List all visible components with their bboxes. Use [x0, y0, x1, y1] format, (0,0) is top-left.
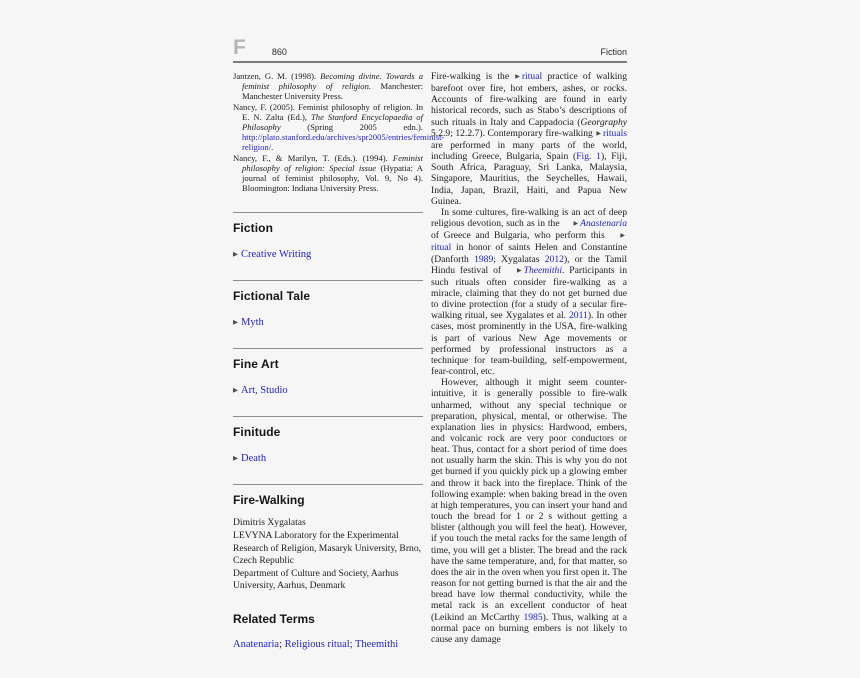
text-segment: Nancy, F., & Marilyn, T. (Eds.). (1994).	[233, 152, 393, 163]
inline-link[interactable]: 1985	[523, 611, 543, 623]
inline-link[interactable]: Death	[241, 453, 267, 465]
link-marker-icon: ▶	[515, 73, 520, 80]
link-marker-icon: ▶	[596, 129, 602, 137]
inline-link[interactable]: 2011	[568, 310, 588, 322]
section-rule	[233, 416, 423, 417]
body-paragraph	[431, 377, 627, 645]
reference-entry	[233, 101, 445, 153]
section-rule	[233, 484, 423, 485]
section-rule	[233, 212, 423, 213]
section-link-line	[233, 385, 423, 396]
link-marker-icon: ▶	[233, 250, 238, 259]
affiliation: Department of Culture and Society, Aarhus University, Aarhus, Denmark	[233, 567, 399, 592]
section-heading: Fictional Tale	[233, 289, 311, 304]
text-segment: practice of walking barefoot over fire, hot embers, ashes, or rocks. Accounts of fire-walking are found in early historical records, such as Stabo’s descriptions of such rituals in Italy and Cappadocia (	[431, 71, 628, 128]
two-column-layout	[233, 71, 627, 650]
section-rule	[233, 280, 423, 281]
page-number: 860	[271, 47, 287, 57]
inline-link[interactable]: Creative Writing	[241, 249, 312, 261]
text-segment: In some cultures, fire-walking is an act of deep religious devotion, such as in the	[431, 206, 627, 230]
section-letter: F	[233, 36, 246, 59]
topic-sections	[233, 212, 423, 464]
affiliations	[233, 530, 423, 593]
section-heading: Fine Art	[233, 357, 279, 372]
text-segment: . Participants in such rituals often consider fire-walking as a miracle, claiming that they do not get burned due to divine protection (for a study of a secular fire-walking ritual, see Xygalates et al.	[431, 264, 627, 322]
text-segment: ). In other cases, most prominently in the USA, fire-walking is part of various New Age movements or performed by professional instructors as a technique for team-building, self-empowerment, fear-control, etc.	[431, 310, 627, 378]
text-segment: Fire-walking is the	[431, 71, 515, 82]
text-segment: Jantzen, G. M. (1998).	[233, 71, 321, 81]
page-header	[233, 36, 627, 58]
inline-link[interactable]: Anatenaria	[233, 639, 280, 650]
text-segment: ;	[279, 639, 285, 650]
text-segment: Feminist philosophy of religion: Special issue	[242, 152, 423, 173]
text-segment: of Greece and Bulgaria, who perform this	[431, 230, 610, 242]
inline-link[interactable]: Art, Studio	[241, 385, 288, 397]
reference-entry	[233, 153, 423, 194]
text-segment: ), or the Tamil Hindu festival of	[431, 253, 627, 276]
section-link-line	[233, 249, 423, 260]
left-column	[233, 71, 445, 650]
link-marker-icon: ▶	[233, 386, 238, 395]
section-link-line	[233, 317, 423, 328]
article-title: Fire-Walking	[233, 493, 305, 508]
section-link-line	[233, 453, 423, 464]
text-segment: ). Thus, walking at a normal pace on burning embers is not likely to cause any damage	[431, 611, 627, 645]
text-segment: 5.2.9; 12.2.7). Contemporary fire-walking	[431, 127, 596, 139]
text-segment: Becoming divine. Towards a feminist philosophy of religion.	[242, 71, 423, 92]
inline-link[interactable]: Fig. 1	[576, 151, 601, 163]
inline-link[interactable]: Religious ritual	[284, 639, 350, 650]
body-paragraph	[431, 71, 627, 207]
link-marker-icon: ▶	[233, 318, 238, 327]
link-marker-icon: ▶	[516, 266, 522, 274]
text-segment: (Spring 2005 edn.).	[280, 122, 423, 133]
affiliation: LEVYNA Laboratory for the Experimental Research of Religion, Masaryk University, Brno, Czech Republic	[233, 530, 422, 567]
text-segment: .	[271, 142, 274, 153]
section-rule	[233, 348, 423, 349]
text-segment: ), Fiji, South Africa, Paraguay, Sri Lanka, Malaysia, Singapore, Mauritius, the Seychelles, Hawaii, India, Japan, Brazil, Haiti, and Papua New Guinea.	[431, 151, 627, 207]
text-segment: ;	[349, 639, 356, 650]
article-body-column	[431, 71, 627, 650]
text-segment: The Stanford Encyclopaedia of Philosophy	[242, 111, 423, 133]
inline-link[interactable]: Anastenaria	[580, 218, 627, 230]
inline-link[interactable]: 2012	[544, 253, 564, 265]
section-heading: Fiction	[233, 221, 274, 236]
section-heading: Finitude	[233, 425, 281, 440]
encyclopedia-page	[233, 0, 627, 650]
reference-entry	[233, 71, 423, 102]
link-marker-icon: ▶	[620, 232, 625, 240]
running-head: Fiction	[600, 47, 627, 57]
text-segment: Georgraphy	[580, 116, 627, 128]
text-segment: Nancy, F. (2005). Feminist philosophy of religion. In E. N. Zalta (Ed.),	[233, 101, 423, 122]
inline-link[interactable]: Theemithi	[355, 639, 399, 650]
author-name: Dimitris Xygalatas	[233, 517, 306, 529]
text-segment: However, although it might seem counter-intuitive, it is generally possible to fire-walk unharmed, without any special technique or preparation, physical, mental, or otherwise. The explanation lies in physics: Hardwood, embers, and volcanic rock are very poor conductors or heat. Thus, contact for a short period of time does not usually harm the skin. This is why you do not get burned if you quickly pick up a glowing ember and throw it back into the fireplace. Think of the following example: when baking bread in the oven at high temperatures, you can insert your hand and touch the bread for 1 or 2 s without getting a blister (although you will feel the heat). However, if you touch the metal racks for the same length of time, you will get a blister. The bread and the rack have the same temperature, and, for that matter, so does the air in the oven when you first open it. The reason for not getting burned is that the air and the bread have low thermal conductivity, while the metal rack is an excellent conductor of heat (Leikind an McCarthy	[431, 377, 627, 623]
link-marker-icon: ▶	[233, 454, 238, 463]
header-rule	[233, 61, 627, 63]
inline-link[interactable]: 1989	[474, 253, 494, 265]
related-terms-heading: Related Terms	[233, 612, 315, 626]
text-segment: in honor of saints Helen and Constantine (Danforth	[431, 242, 627, 265]
body-paragraph	[431, 207, 627, 377]
inline-link[interactable]: Theemithi	[523, 264, 562, 276]
inline-link[interactable]: ritual	[431, 242, 452, 254]
related-terms-line	[233, 639, 423, 650]
reference-list	[233, 71, 445, 194]
text-segment: (Hypatia: A journal of feminist philosophy, Vol. 9, No 4). Bloomington: Indiana University Press.	[242, 162, 424, 194]
inline-link[interactable]: Myth	[241, 317, 264, 329]
text-segment: are performed in many parts of the world, including Greece, Bulgaria, Spain (	[431, 139, 627, 163]
inline-link[interactable]: ritual	[521, 71, 543, 82]
text-segment: Manchester: Manchester University Press.	[242, 81, 424, 102]
inline-link[interactable]: http://plato.stanford.edu/archives/spr2005/entries/feminist-religion/	[242, 132, 445, 153]
text-segment: ; Xygalatas	[493, 253, 545, 265]
link-marker-icon: ▶	[573, 220, 579, 228]
inline-link[interactable]: rituals	[603, 127, 627, 139]
